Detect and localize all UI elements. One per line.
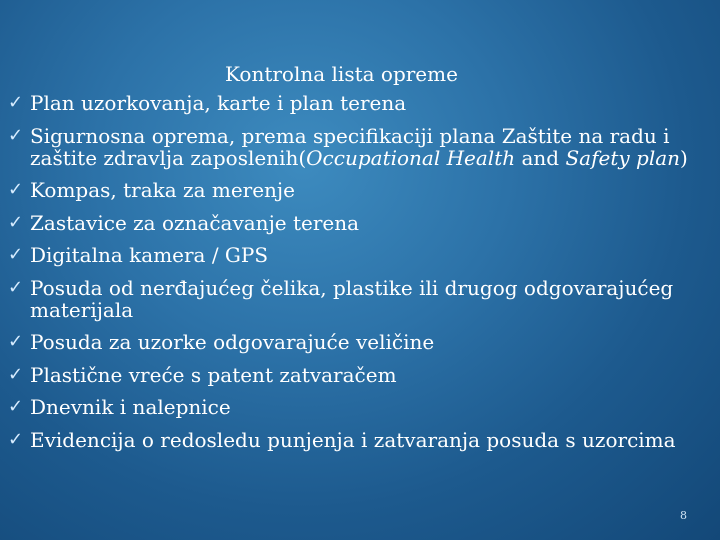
checkmark-icon: ✓ bbox=[8, 244, 24, 265]
list-item bbox=[8, 244, 698, 266]
checkmark-icon: ✓ bbox=[8, 363, 24, 385]
list-item bbox=[8, 364, 698, 386]
checkmark-icon: ✓ bbox=[8, 179, 24, 200]
list-item-text-part: and bbox=[515, 145, 566, 170]
list-item-text: Kompas, traka za merenje bbox=[30, 178, 295, 202]
list-item bbox=[8, 396, 698, 418]
checkmark-icon: ✓ bbox=[8, 276, 24, 298]
list-item-text-italic: Safety plan bbox=[565, 145, 681, 170]
list-item bbox=[8, 429, 698, 451]
checkmark-icon: ✓ bbox=[8, 124, 24, 146]
list-item-text: Posuda od nerđajućeg čelika, plastike ili drugog odgovarajućeg materijala bbox=[30, 275, 674, 322]
list-item-text: Dnevnik i nalepnice bbox=[30, 395, 231, 419]
checkmark-icon: ✓ bbox=[8, 92, 24, 113]
list-item bbox=[8, 212, 698, 234]
checkmark-icon: ✓ bbox=[8, 211, 24, 233]
list-item-text bbox=[30, 124, 688, 170]
checkmark-icon: ✓ bbox=[8, 331, 24, 352]
list-item-text: Evidencija o redosledu punjenja i zatvaranja posuda s uzorcima bbox=[30, 427, 676, 452]
list-item-text-italic: Occupational Health bbox=[306, 145, 516, 170]
list-item-text: Zastavice za označavanje terena bbox=[30, 210, 360, 235]
checkmark-icon: ✓ bbox=[8, 428, 24, 450]
page-number: 8 bbox=[680, 509, 687, 522]
checklist bbox=[8, 92, 698, 461]
list-item-text: Plastične vreće s patent zatvaračem bbox=[30, 362, 397, 387]
list-item-text-part: ) bbox=[680, 145, 688, 170]
list-item-text-part: Sigurnosna oprema, prema specifikaciji plana Zaštite na radu i zaštite zdravlja zaposlenih( bbox=[30, 123, 670, 170]
list-item-text: Digitalna kamera / GPS bbox=[30, 243, 269, 267]
list-item bbox=[8, 277, 698, 321]
list-item bbox=[8, 331, 698, 353]
list-item bbox=[8, 125, 698, 169]
list-item bbox=[8, 179, 698, 201]
slide-title: Kontrolna lista opreme bbox=[225, 62, 458, 86]
list-item bbox=[8, 92, 698, 114]
list-item-text: Plan uzorkovanja, karte i plan terena bbox=[30, 91, 407, 115]
list-item-text: Posuda za uzorke odgovarajuće veličine bbox=[30, 330, 435, 354]
checkmark-icon: ✓ bbox=[8, 396, 24, 417]
